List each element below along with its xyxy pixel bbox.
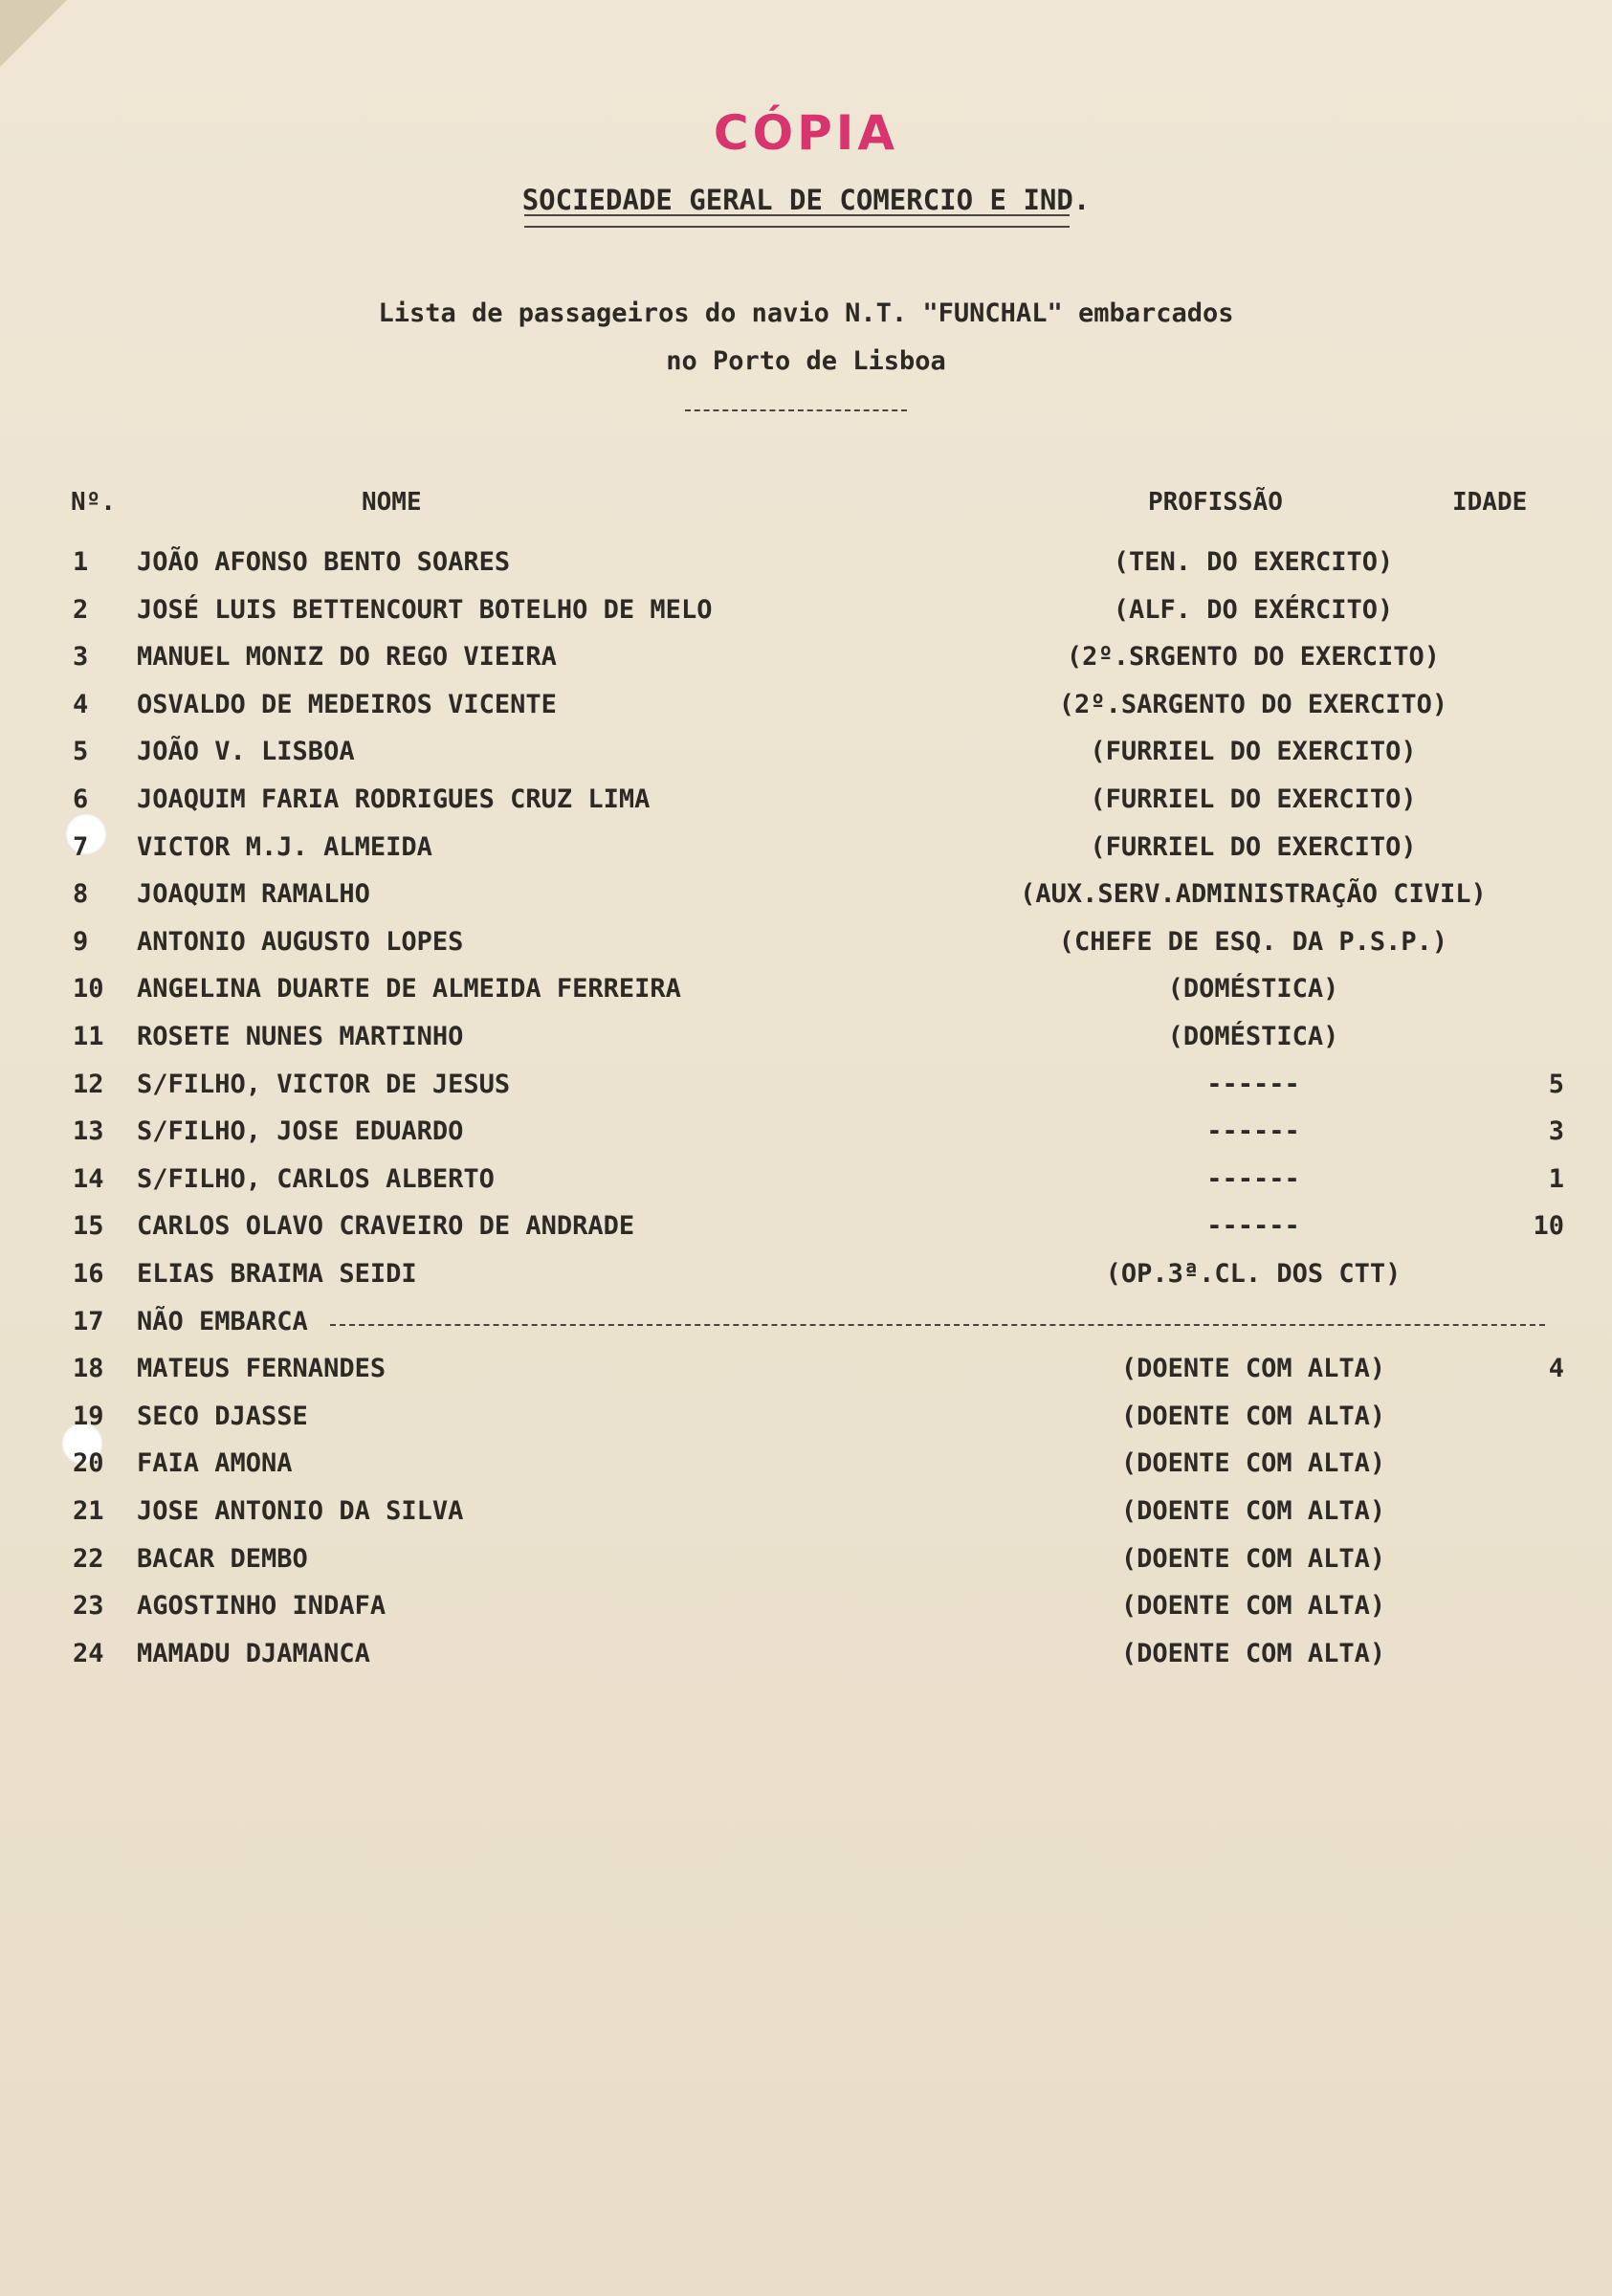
- passenger-name: JOSE ANTONIO DA SILVA: [137, 1496, 464, 1526]
- passenger-row: [0, 1259, 1612, 1297]
- passenger-number: 8: [73, 879, 89, 909]
- passenger-number: 9: [73, 927, 89, 957]
- passenger-profession: (DOENTE COM ALTA): [1120, 1496, 1386, 1526]
- passenger-name: FAIA AMONA: [137, 1448, 293, 1478]
- company-underline: [524, 214, 1070, 228]
- passenger-number: 14: [73, 1164, 104, 1194]
- passenger-number: 13: [73, 1116, 104, 1146]
- passenger-profession: (TEN. DO EXERCITO): [1113, 547, 1394, 577]
- passenger-row: [0, 1022, 1612, 1060]
- passenger-number: 15: [73, 1211, 104, 1241]
- passenger-row: [0, 595, 1612, 633]
- passenger-name: AGOSTINHO INDAFA: [137, 1591, 386, 1621]
- passenger-name: OSVALDO DE MEDEIROS VICENTE: [137, 690, 557, 719]
- passenger-profession: (OP.3ª.CL. DOS CTT): [1105, 1259, 1402, 1289]
- passenger-row: [0, 1070, 1612, 1108]
- passenger-row: [0, 1116, 1612, 1155]
- passenger-name: ELIAS BRAIMA SEIDI: [137, 1259, 417, 1289]
- passenger-name: SECO DJASSE: [137, 1402, 308, 1431]
- passenger-name: ROSETE NUNES MARTINHO: [137, 1022, 464, 1051]
- passenger-profession: (DOENTE COM ALTA): [1120, 1402, 1386, 1431]
- company-name: SOCIEDADE GERAL DE COMERCIO E IND.: [521, 184, 1091, 216]
- passenger-name: JOSÉ LUIS BETTENCOURT BOTELHO DE MELO: [137, 595, 713, 625]
- passenger-profession: ------: [1206, 1164, 1300, 1194]
- passenger-number: 5: [73, 737, 89, 766]
- passenger-row: [0, 1639, 1612, 1677]
- dashed-line: [330, 1324, 1545, 1326]
- passenger-row: [0, 690, 1612, 728]
- passenger-number: 6: [73, 784, 89, 814]
- passenger-name: MAMADU DJAMANCA: [137, 1639, 370, 1668]
- passenger-row: [0, 1402, 1612, 1440]
- passenger-number: 11: [73, 1022, 104, 1051]
- passenger-name: BACAR DEMBO: [137, 1544, 308, 1574]
- column-header-profession: PROFISSÃO: [1148, 488, 1283, 517]
- passenger-number: 4: [73, 690, 89, 719]
- passenger-profession: (AUX.SERV.ADMINISTRAÇÃO CIVIL): [1020, 879, 1487, 909]
- passenger-number: 18: [73, 1354, 104, 1383]
- passenger-name: JOAQUIM RAMALHO: [137, 879, 370, 909]
- passenger-profession: (DOENTE COM ALTA): [1120, 1354, 1386, 1383]
- document-title-line2: no Porto de Lisboa: [666, 346, 946, 376]
- passenger-profession: ------: [1206, 1070, 1300, 1099]
- passenger-row: [0, 547, 1612, 585]
- passenger-profession: (2º.SRGENTO DO EXERCITO): [1066, 642, 1441, 672]
- passenger-number: 17: [73, 1307, 104, 1336]
- passenger-name: MANUEL MONIZ DO REGO VIEIRA: [137, 642, 557, 672]
- passenger-profession: ------: [1206, 1116, 1300, 1146]
- passenger-name: NÃO EMBARCA: [137, 1307, 308, 1336]
- passenger-age: 5: [1548, 1070, 1564, 1099]
- passenger-row: [0, 1307, 1612, 1345]
- passenger-age: 10: [1533, 1211, 1564, 1241]
- copy-stamp: CÓPIA: [713, 105, 899, 161]
- passenger-number: 10: [73, 974, 104, 1004]
- passenger-number: 22: [73, 1544, 104, 1574]
- passenger-number: 1: [73, 547, 89, 577]
- passenger-profession: (FURRIEL DO EXERCITO): [1090, 832, 1417, 862]
- passenger-profession: (2º.SARGENTO DO EXERCITO): [1058, 690, 1448, 719]
- passenger-name: VICTOR M.J. ALMEIDA: [137, 832, 432, 862]
- passenger-number: 16: [73, 1259, 104, 1289]
- passenger-number: 2: [73, 595, 89, 625]
- passenger-number: 20: [73, 1448, 104, 1478]
- passenger-profession: (CHEFE DE ESQ. DA P.S.P.): [1058, 927, 1448, 957]
- column-header-number: Nº.: [71, 488, 116, 517]
- passenger-row: [0, 784, 1612, 823]
- passenger-row: [0, 1211, 1612, 1249]
- passenger-profession: (FURRIEL DO EXERCITO): [1090, 784, 1417, 814]
- passenger-row: [0, 737, 1612, 775]
- passenger-number: 24: [73, 1639, 104, 1668]
- passenger-row: [0, 974, 1612, 1012]
- passenger-name: MATEUS FERNANDES: [137, 1354, 386, 1383]
- passenger-age: 4: [1548, 1354, 1564, 1383]
- passenger-profession: (FURRIEL DO EXERCITO): [1090, 737, 1417, 766]
- passenger-name: JOÃO V. LISBOA: [137, 737, 355, 766]
- passenger-name: JOÃO AFONSO BENTO SOARES: [137, 547, 511, 577]
- passenger-name: ANGELINA DUARTE DE ALMEIDA FERREIRA: [137, 974, 681, 1004]
- title-divider: [685, 409, 907, 411]
- passenger-profession: (DOMÉSTICA): [1167, 974, 1339, 1004]
- passenger-profession: (DOENTE COM ALTA): [1120, 1591, 1386, 1621]
- column-header-age: IDADE: [1452, 488, 1528, 517]
- passenger-profession: (DOENTE COM ALTA): [1120, 1448, 1386, 1478]
- passenger-name: S/FILHO, VICTOR DE JESUS: [137, 1070, 511, 1099]
- column-header-name: NOME: [362, 488, 422, 517]
- passenger-row: [0, 1354, 1612, 1392]
- passenger-profession: (DOENTE COM ALTA): [1120, 1639, 1386, 1668]
- passenger-row: [0, 1496, 1612, 1534]
- passenger-age: 3: [1548, 1116, 1564, 1146]
- passenger-number: 3: [73, 642, 89, 672]
- passenger-row: [0, 642, 1612, 680]
- passenger-profession: (ALF. DO EXÉRCITO): [1113, 595, 1394, 625]
- passenger-profession: ------: [1206, 1211, 1300, 1241]
- passenger-row: [0, 927, 1612, 965]
- passenger-number: 7: [73, 832, 89, 862]
- passenger-profession: (DOMÉSTICA): [1167, 1022, 1339, 1051]
- passenger-name: CARLOS OLAVO CRAVEIRO DE ANDRADE: [137, 1211, 635, 1241]
- passenger-name: S/FILHO, CARLOS ALBERTO: [137, 1164, 495, 1194]
- document-title-line1: Lista de passageiros do navio N.T. "FUNCHAL" embarcados: [378, 298, 1234, 328]
- passenger-row: [0, 1448, 1612, 1487]
- passenger-name: ANTONIO AUGUSTO LOPES: [137, 927, 464, 957]
- passenger-row: [0, 832, 1612, 871]
- passenger-age: 1: [1548, 1164, 1564, 1194]
- passenger-number: 23: [73, 1591, 104, 1621]
- passenger-row: [0, 1164, 1612, 1203]
- passenger-row: [0, 1544, 1612, 1582]
- passenger-number: 21: [73, 1496, 104, 1526]
- folded-corner: [0, 0, 67, 67]
- passenger-number: 12: [73, 1070, 104, 1099]
- passenger-row: [0, 879, 1612, 917]
- passenger-name: JOAQUIM FARIA RODRIGUES CRUZ LIMA: [137, 784, 651, 814]
- passenger-profession: (DOENTE COM ALTA): [1120, 1544, 1386, 1574]
- passenger-number: 19: [73, 1402, 104, 1431]
- passenger-row: [0, 1591, 1612, 1629]
- passenger-name: S/FILHO, JOSE EDUARDO: [137, 1116, 464, 1146]
